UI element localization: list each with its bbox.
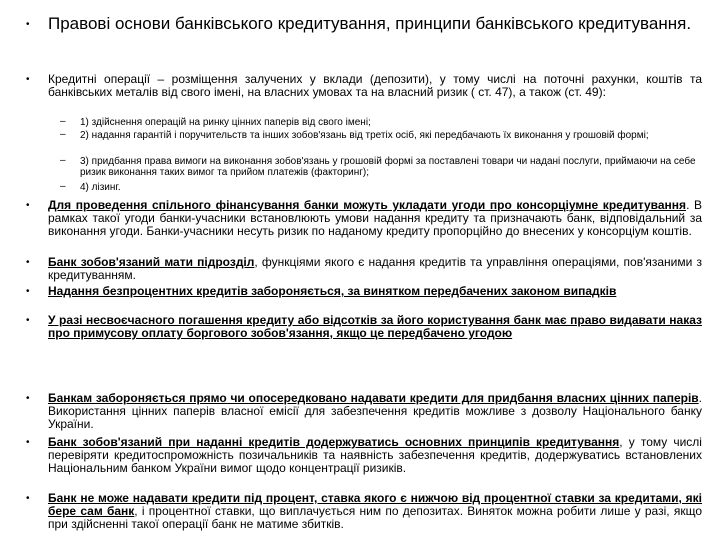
bullet-marker: • xyxy=(26,200,30,211)
bullet-marker: • xyxy=(26,493,30,504)
bullet-emphasis: Для проведення спільного фінансування банки можуть укладати угоди про консорціумне кредитування xyxy=(48,198,687,212)
bullet-text xyxy=(48,392,702,431)
bullet-marker: • xyxy=(26,315,30,326)
bullet-text xyxy=(48,256,702,282)
bullet-marker: • xyxy=(26,19,30,30)
bullet-marker: • xyxy=(26,257,30,268)
dash-marker: – xyxy=(60,181,66,192)
sub-item-text: 3) придбання права вимоги на виконання зобов'язань у грошовій формі за поставлені товари чи надані послуги, приймаючи на себе ризик виконання таких вимог та прийом платежів (факторинг); xyxy=(80,156,696,178)
dash-marker: – xyxy=(60,129,66,140)
bullet-rest: , функціями якого є надання кредитів та управління операціями, пов'язаними з кредитуванням. xyxy=(48,255,703,282)
bullet-rest: , у тому числі перевіряти кредитоспроможність позичальників та наявність забезпечення кредитів, додержуватись встановлених Національним банком України вимог щодо концентрації ризиків. xyxy=(48,435,702,475)
bullet-text: Кредитні операції – розміщення залучених у вклади (депозити), у тому числі на поточні рахунки, коштів та банківських металів від свого імені, на власних умовах та на власний ризик ( ст. 47), а також (ст. 49): xyxy=(48,72,702,99)
bullet-text xyxy=(48,314,702,340)
sub-item-text: 4) лізинг. xyxy=(80,182,121,193)
bullet-emphasis: Банк зобов'язаний при наданні кредитів додержуватись основних принципів кредитування xyxy=(48,435,620,449)
bullet-text xyxy=(48,199,702,238)
bullet-rest: , і процентної ставки, що виплачується ним по депозитах. Виняток можна робити лише у разі, якщо при здійсненні такої операції банк не матиме збитків. xyxy=(48,504,702,531)
slide-title: Правові основи банківського кредитування, принципи банківського кредитування. xyxy=(48,14,692,33)
bullet-emphasis: Надання безпроцентних кредитів забороняється, за винятком передбачених законом випадків xyxy=(48,284,617,298)
dash-marker: – xyxy=(60,155,66,166)
bullet-emphasis: Банк не може надавати кредити під процент, ставка якого є нижчою від процентної ставки за кредитами, які бере сам банк xyxy=(48,491,702,518)
bullet-text xyxy=(48,285,702,298)
bullet-emphasis: Банкам забороняється прямо чи опосередковано надавати кредити для придбання власних цінних паперів xyxy=(48,391,699,405)
bullet-text xyxy=(48,436,702,475)
dash-marker: – xyxy=(60,116,66,127)
bullet-marker: • xyxy=(26,393,30,404)
sub-item-text: 1) здійснення операцій на ринку цінних паперів від свого імені; xyxy=(80,117,371,128)
bullet-emphasis: Банк зобов'язаний мати підрозділ xyxy=(48,255,255,269)
bullet-marker: • xyxy=(26,74,30,85)
bullet-marker: • xyxy=(26,437,30,448)
bullet-rest: . Використання цінних паперів власної емісії для забезпечення кредитів можливе з дозволу Національного банку України. xyxy=(48,391,702,431)
sub-item-text: 2) надання гарантій і поручительств та інших зобов'язань від третіх осіб, які передбачають їх виконання у грошовій формі; xyxy=(80,130,649,141)
bullet-marker: • xyxy=(26,286,30,297)
bullet-text xyxy=(48,492,702,531)
bullet-emphasis: У разі несвоєчасного погашення кредиту або відсотків за його користування банк має право видавати наказ про примусову оплату боргового зобов'язання, якщо це передбачено угодою xyxy=(48,313,702,340)
bullet-rest: . В рамках такої угоди банки-учасники встановлюють умови надання кредиту та призначають банк, відповідальний за виконання угоди. Банки-учасники несуть ризик по наданому кредиту пропорційно до внесених у консорціум коштів. xyxy=(48,198,703,238)
